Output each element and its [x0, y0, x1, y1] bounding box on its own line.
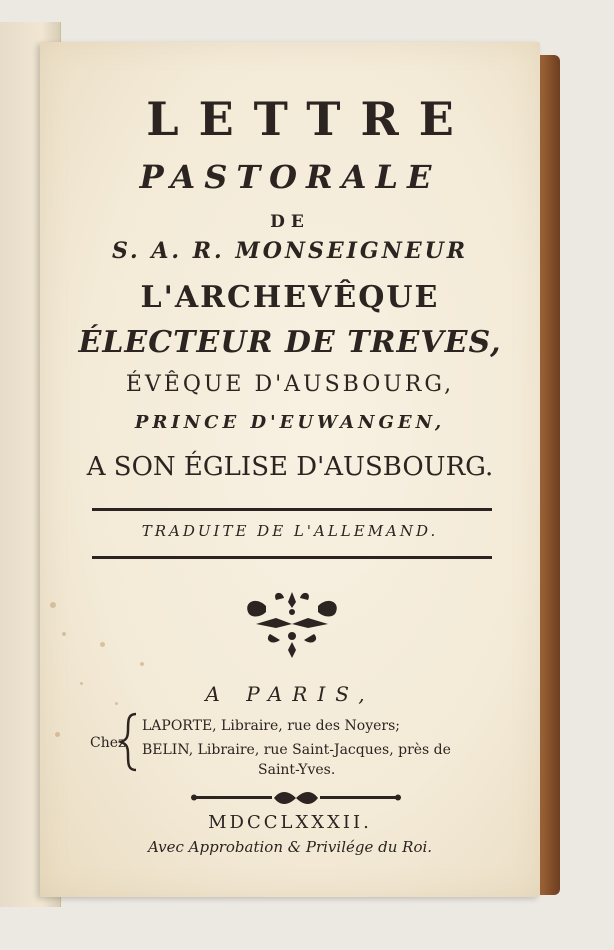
- title-eveque: ÉVÊQUE D'AUSBOURG,: [125, 372, 455, 397]
- imprint-chez: Chez: [90, 735, 126, 751]
- title-eglise: A SON ÉGLISE D'AUSBOURG.: [86, 452, 494, 482]
- rule-bottom: [92, 556, 492, 559]
- imprint-place: A PARIS,: [205, 682, 375, 706]
- title-pastorale: PASTORALE: [139, 158, 441, 196]
- title-prince: PRINCE D'EUWANGEN,: [134, 412, 446, 433]
- publication-year: MDCCLXXXII.: [208, 812, 372, 833]
- fleuron-ornament-icon: [236, 588, 348, 660]
- publisher-belin-cont: Saint-Yves.: [258, 762, 336, 778]
- publisher-belin: BELIN, Libraire, rue Saint-Jacques, près de: [142, 742, 451, 758]
- approbation-line: Avec Approbation & Privilége du Roi.: [147, 838, 433, 856]
- rule-top: [92, 508, 492, 511]
- decorative-rule-ornament-icon: [190, 790, 402, 806]
- brace-icon: [118, 712, 140, 772]
- title-monseigneur: S. A. R. MONSEIGNEUR: [111, 238, 469, 264]
- title-electeur: ÉLECTEUR DE TREVES,: [78, 325, 502, 360]
- title-de: DE: [270, 212, 310, 232]
- publisher-laporte: LAPORTE, Libraire, rue des Noyers;: [142, 718, 400, 734]
- title-archeveque: L'ARCHEVÊQUE: [140, 280, 440, 315]
- translation-note: TRADUITE DE L'ALLEMAND.: [141, 522, 439, 540]
- title-lettre: LETTRE: [146, 92, 474, 146]
